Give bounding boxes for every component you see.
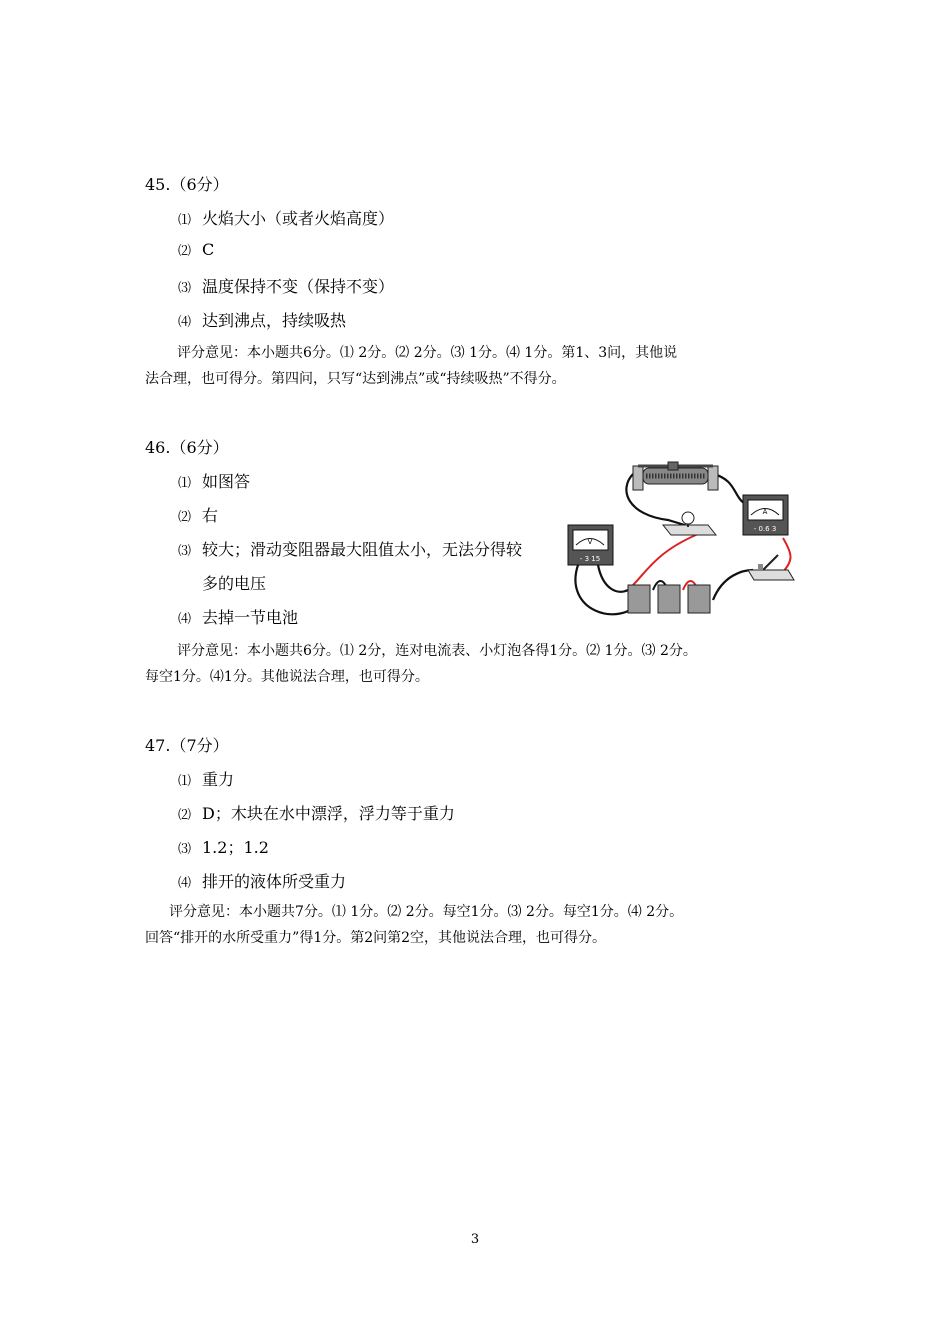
item-text: 温度保持不变（保持不变）: [202, 277, 395, 296]
q45-title: 45.（6分）: [145, 175, 229, 194]
item-number: ⑵: [178, 510, 192, 525]
item-number: ⑷: [178, 315, 192, 330]
q47-title: 47.（7分）: [145, 736, 229, 755]
item-number: ⑷: [178, 612, 192, 627]
ammeter-terminals: - 0.6 3: [753, 525, 777, 533]
note-line: 评分意见：本小题共7分。⑴ 1分。⑵ 2分。每空1分。⑶ 2分。每空1分。⑷ 2分。: [169, 904, 684, 920]
item-text: 去掉一节电池: [202, 608, 299, 627]
q47-scoring-note: [145, 899, 815, 951]
battery: [628, 585, 710, 613]
item-number: ⑶: [178, 544, 192, 559]
q45-item-3: [178, 274, 394, 297]
voltmeter-symbol: V: [587, 538, 593, 546]
wire: [598, 565, 628, 592]
item-text: 较大；滑动变阻器最大阻值太小，无法分得较: [202, 540, 523, 559]
page-number: 3: [470, 1232, 480, 1247]
q47-item-2: [178, 801, 455, 824]
wire: [783, 538, 791, 572]
note-line: 评分意见：本小题共6分。⑴ 2分。⑵ 2分。⑶ 1分。⑷ 1分。第1、3问，其他说: [177, 345, 678, 361]
item-number: ⑷: [178, 876, 192, 891]
item-number: ⑴: [178, 774, 192, 789]
item-text: 1.2；1.2: [202, 838, 269, 857]
item-text: C: [202, 240, 215, 259]
ammeter-symbol: A: [762, 508, 768, 516]
note-line: 回答“排开的水所受重力”得1分。第2问第2空，其他说法合理，也可得分。: [145, 930, 607, 946]
voltmeter-terminals: - 3 15: [579, 555, 601, 563]
note-line: 每空1分。⑷1分。其他说法合理，也可得分。: [145, 669, 429, 685]
q45-item-1: [178, 206, 394, 229]
lamp: [663, 512, 716, 535]
q46-item-3: [178, 537, 522, 560]
item-number: ⑵: [178, 808, 192, 823]
q45-item-2: [178, 240, 214, 259]
ammeter: [743, 495, 788, 535]
item-text: 右: [202, 506, 219, 525]
q46-item-2: [178, 503, 218, 526]
wire: [713, 570, 753, 600]
circuit-diagram: [558, 460, 808, 625]
rheostat: [633, 462, 718, 490]
q45-item-4: [178, 308, 346, 331]
item-text: 多的电压: [202, 574, 267, 593]
item-text: 火焰大小（或者火焰高度）: [202, 209, 395, 228]
item-text: 达到沸点，持续吸热: [202, 311, 347, 330]
q46-scoring-note: [145, 638, 815, 690]
note-line: 评分意见：本小题共6分。⑴ 2分，连对电流表、小灯泡各得1分。⑵ 1分。⑶ 2分。: [177, 643, 697, 659]
item-text: 重力: [202, 770, 235, 789]
item-number: ⑵: [178, 244, 192, 259]
item-number: ⑶: [178, 842, 192, 857]
item-text: D；木块在水中漂浮，浮力等于重力: [202, 804, 455, 823]
q46-item-3-cont: [178, 571, 266, 594]
q47-item-3: [178, 835, 269, 858]
q47-item-4: [178, 869, 346, 892]
item-number: ⑴: [178, 476, 192, 491]
q45-scoring-note: [145, 340, 815, 392]
item-number: ⑶: [178, 281, 192, 296]
voltmeter: [568, 525, 613, 565]
q46-item-1: [178, 469, 250, 492]
item-text: 排开的液体所受重力: [202, 872, 347, 891]
q46-title: 46.（6分）: [145, 438, 229, 457]
item-number: ⑴: [178, 213, 192, 228]
q46-item-4: [178, 605, 298, 628]
item-text: 如图答: [202, 472, 251, 491]
note-line: 法合理，也可得分。第四问，只写“达到沸点”或“持续吸热”不得分。: [145, 371, 566, 387]
q47-item-1: [178, 767, 234, 790]
wire: [633, 532, 703, 585]
